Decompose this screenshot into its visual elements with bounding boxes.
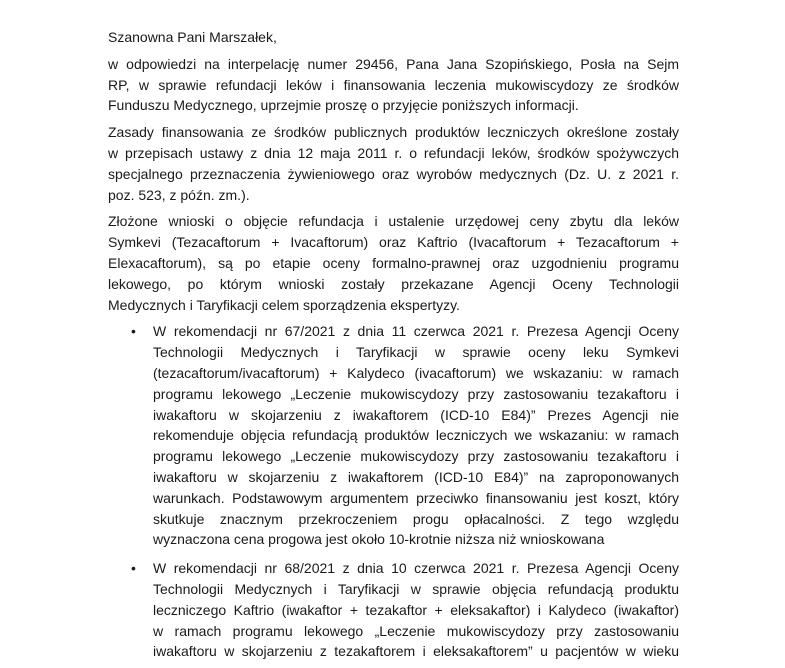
text-line: w ramach programu lekowego „Leczenie mukowiscydozy przy zastosowaniu xyxy=(153,622,679,639)
text-line: programu lekowego „Leczenie mukowiscydozy przy zastosowaniu tezakaftoru i xyxy=(153,448,679,465)
bullet-text xyxy=(153,321,679,550)
bullet-text xyxy=(153,558,679,662)
text-line: Symkevi (Tezacaftorum + Ivacaftorum) oraz Kaftrio (Ivacaftorum + Tezacaftorum + xyxy=(108,234,679,251)
paragraph-applications xyxy=(108,211,679,315)
bullet-icon: • xyxy=(131,323,136,340)
text-line: W rekomendacji nr 67/2021 z dnia 11 czerwca 2021 r. Prezesa Agencji Oceny xyxy=(153,323,679,340)
text-line: Funduszu Medycznego, uprzejmie proszę o przyjęcie poniższych informacji. xyxy=(108,97,579,114)
text-line: W rekomendacji nr 68/2021 z dnia 10 czerwca 2021 r. Prezesa Agencji Oceny xyxy=(153,560,679,577)
text-line: Szanowna Pani Marszałek, xyxy=(108,29,277,45)
list-item-recommendation-67 xyxy=(108,321,679,550)
paragraph-legal-basis xyxy=(108,122,679,205)
text-line: Technologii Medycznych i Taryfikacji w sprawie oceny leku Symkevi xyxy=(153,344,679,361)
text-line: lekowego, po którym wnioski zostały przekazane Agencji Oceny Technologii xyxy=(108,275,679,292)
text-line: RP, w sprawie refundacji leków i finansowania leczenia mukowiscydozy ze środków xyxy=(108,76,679,93)
text-line: leczniczego Kaftrio (iwakaftor + tezakaftor + eleksakaftor) i Kalydeco (iwakaftor) xyxy=(153,601,679,618)
text-line: iwakaftoru w skojarzeniu z tezakaftorem i eleksakaftorem” u pacjentów w wieku xyxy=(153,643,679,660)
text-line: wyznaczona cena progowa jest około 10-krotnie niższa niż wnioskowana xyxy=(153,531,605,548)
text-line: rekomenduje objęcia refundacją produktów leczniczych we wskazaniu: w ramach xyxy=(153,427,679,444)
text-line: (tezacaftorum/ivacaftorum) + Kalydeco (ivacaftorum) we wskazaniu: w ramach xyxy=(153,364,679,381)
text-line: w odpowiedzi na interpelację numer 29456, Pana Jana Szopińskiego, Posła na Sejm xyxy=(108,55,679,72)
text-line: Medycznych i Taryfikacji celem sporządzenia ekspertyzy. xyxy=(108,296,460,313)
text-line: Złożone wnioski o objęcie refundacja i ustalenie urzędowej ceny zbytu dla leków xyxy=(108,213,679,230)
text-line: iwakaftoru w skojarzeniu z iwakaftorem (ICD-10 E84)” na zaproponowanych xyxy=(153,468,679,485)
bullet-icon: • xyxy=(131,560,136,577)
text-line: poz. 523, z późn. zm.). xyxy=(108,186,250,203)
letter-body xyxy=(108,27,679,662)
text-line: warunkach. Podstawowym argumentem przeciwko finansowaniu jest koszt, który xyxy=(153,489,679,506)
text-line: Technologii Medycznych i Taryfikacji w sprawie objęcia refundacją produktu xyxy=(153,580,679,597)
text-line: Zasady finansowania ze środków publicznych produktów leczniczych określone zostały xyxy=(108,124,679,141)
text-line: skutkuje znacznym przekroczeniem progu opłacalności. Z tego względu xyxy=(153,510,679,527)
text-line: specjalnego przeznaczenia żywieniowego oraz wyrobów medycznych (Dz. U. z 2021 r. xyxy=(108,165,679,182)
paragraph-salutation xyxy=(108,27,679,48)
text-line: w przepisach ustawy z dnia 12 maja 2011 r. o refundacji leków, środków spożywczych xyxy=(108,144,679,161)
recommendations-list xyxy=(108,321,679,662)
text-line: iwakaftoru w skojarzeniu z iwakaftorem (ICD-10 E84)” Prezes Agencji nie xyxy=(153,406,679,423)
text-line: programu lekowego „Leczenie mukowiscydozy przy zastosowaniu tezakaftoru i xyxy=(153,385,679,402)
list-item-recommendation-68 xyxy=(108,558,679,662)
text-line: Elexacaftorum), są po etapie oceny formalno-prawnej oraz uzgodnieniu programu xyxy=(108,254,679,271)
paragraph-intro xyxy=(108,54,679,116)
